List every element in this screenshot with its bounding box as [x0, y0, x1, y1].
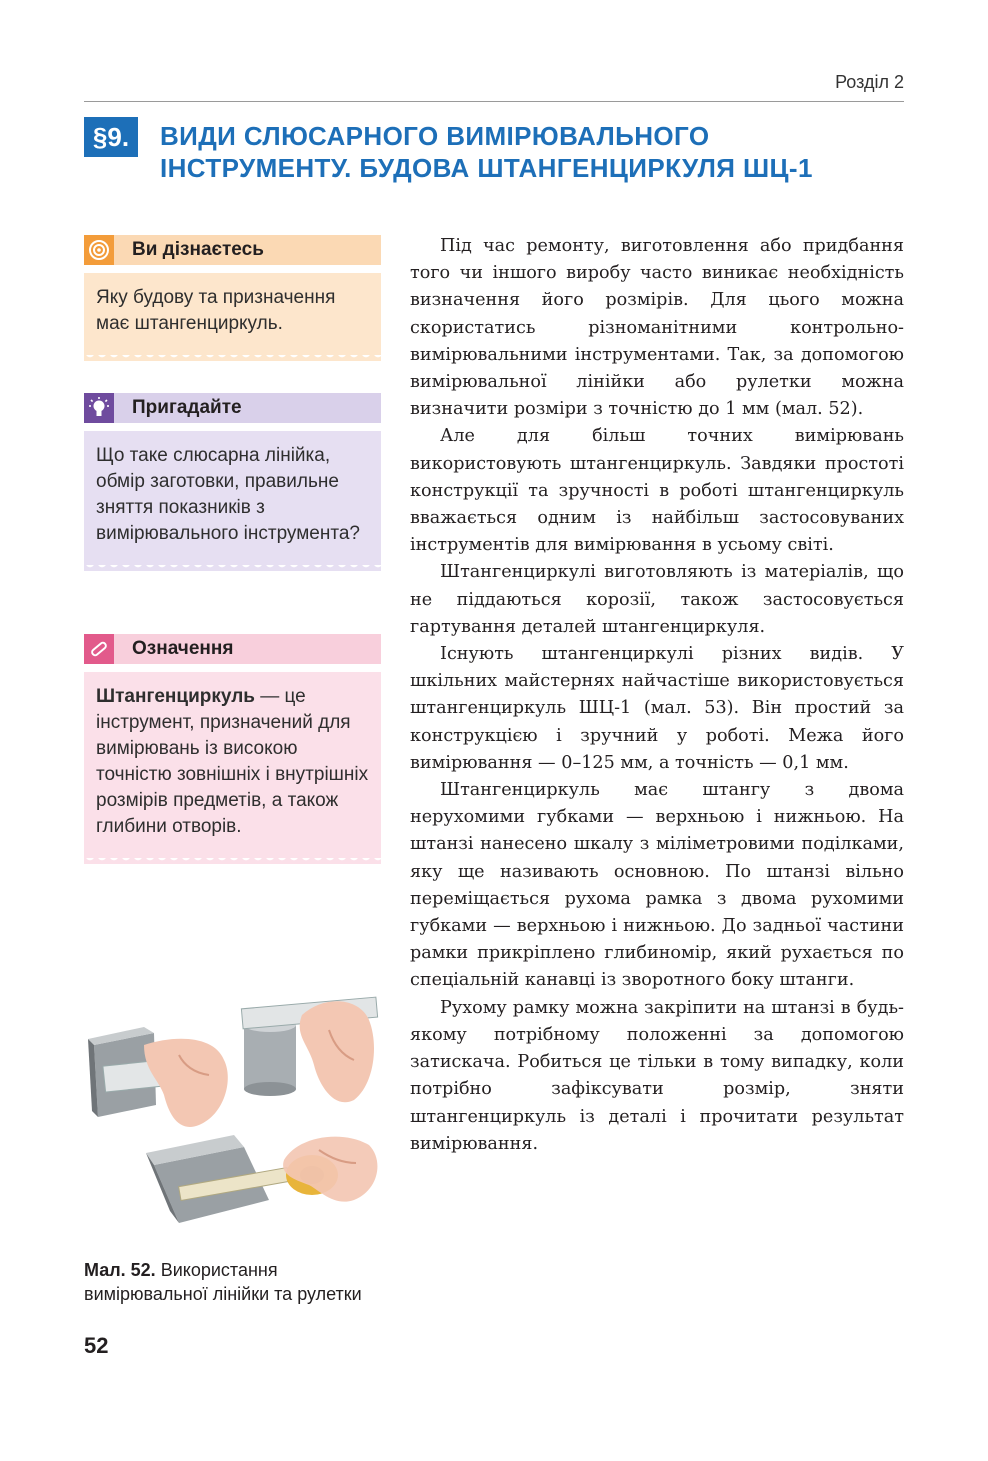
recall-box-header	[84, 393, 381, 423]
definition-box-header	[84, 634, 381, 664]
page-number: 52	[84, 1333, 109, 1358]
definition-text: — це інструмент, призначений для вимірювань із високою точністю зовнішніх і внутрішніх розмірів предметів, а також глибини отворів.	[96, 686, 369, 837]
body-paragraph: Рухому рамку можна закріпити на штанзі в будь-якому потрібному положенні за допомогою затискача. Робиться це тільки в тому випадку, коли потрібно зафіксувати розмір, зняти штангенциркуль із деталі і прочитати результат вимірювання.	[410, 997, 904, 1154]
recall-box-text: Що таке слюсарна лінійка, обмір заготовки, правильне зняття показників з вимірювального інструмента?	[84, 431, 381, 565]
recall-box	[84, 393, 381, 565]
main-text-column	[410, 233, 904, 1158]
body-paragraph: Штангенциркулі виготовляють із матеріалів, що не піддаються корозії, також застосовується гартування деталей штангенциркуля.	[410, 562, 904, 637]
title-line-1: ВИДИ СЛЮСАРНОГО ВИМІРЮВАЛЬНОГО	[160, 121, 710, 151]
learn-box-text: Яку будову та призначення має штангенциркуль.	[84, 273, 381, 355]
learn-box-header	[84, 235, 381, 265]
header-rule	[84, 101, 904, 102]
learn-box	[84, 235, 381, 355]
definition-box-text	[84, 672, 381, 858]
body-paragraph: Під час ремонту, виготовлення або придбання того чи іншого виробу часто виникає необхідність визначення його розмірів. Для цього можна скористатись різноманітними контрольно-вимірювальними інструментами. Так, за допомогою вимірювальної лінійки або рулетки можна визначити розміри з точністю до 1 мм (мал. 52).	[410, 236, 904, 420]
figure-caption	[84, 1258, 384, 1306]
figure-caption-text: Використання вимірювальної лінійки та рулетки	[84, 1260, 362, 1304]
recall-box-heading: Пригадайте	[132, 397, 242, 418]
paragraph-number-badge: §9.	[84, 117, 138, 157]
definition-box-heading: Означення	[132, 638, 234, 659]
pencil-icon	[84, 634, 114, 664]
section-label: Розділ 2	[835, 72, 904, 92]
learn-box-heading: Ви дізнаєтесь	[132, 239, 264, 260]
body-paragraph: Існують штангенциркулі різних видів. У шкільних майстернях найчастіше використовується штангенциркуль ШЦ-1 (мал. 53). Він простий за конструкцією і зручний у роботі. Межа його вимірювання — 0–125 мм, а точність — 0,1 мм.	[410, 644, 904, 773]
figure-label: Мал. 52.	[84, 1260, 156, 1280]
page-title	[160, 120, 860, 184]
lightbulb-icon	[84, 393, 114, 423]
body-paragraph: Але для більш точних вимірювань використовують штангенциркуль. Завдяки простоті конструкції та зручності в роботі штангенциркуль вважається одним із найбільш застосовуваних інструментів для вимірювання в усьому світі.	[410, 426, 904, 556]
definition-box	[84, 634, 381, 858]
definition-term: Штангенциркуль	[96, 686, 255, 707]
figure-52-illustration	[84, 985, 384, 1250]
body-paragraph: Штангенциркуль має штангу з двома нерухомими губками — верхньою і нижньою. На штанзі нанесено шкалу з міліметровими поділками, яку ще називають основною. По штанзі вільно переміщається рухома рамка з двома рухомими губками — верхньою і нижньою. До задньої частини рамки прикріплено глибиномір, який рухається по спеціальній канавці із зворотного боку штанги.	[410, 780, 904, 991]
title-line-2: ІНСТРУМЕНТУ. БУДОВА ШТАНГЕНЦИРКУЛЯ ШЦ-1	[160, 153, 813, 183]
target-icon	[84, 235, 114, 265]
